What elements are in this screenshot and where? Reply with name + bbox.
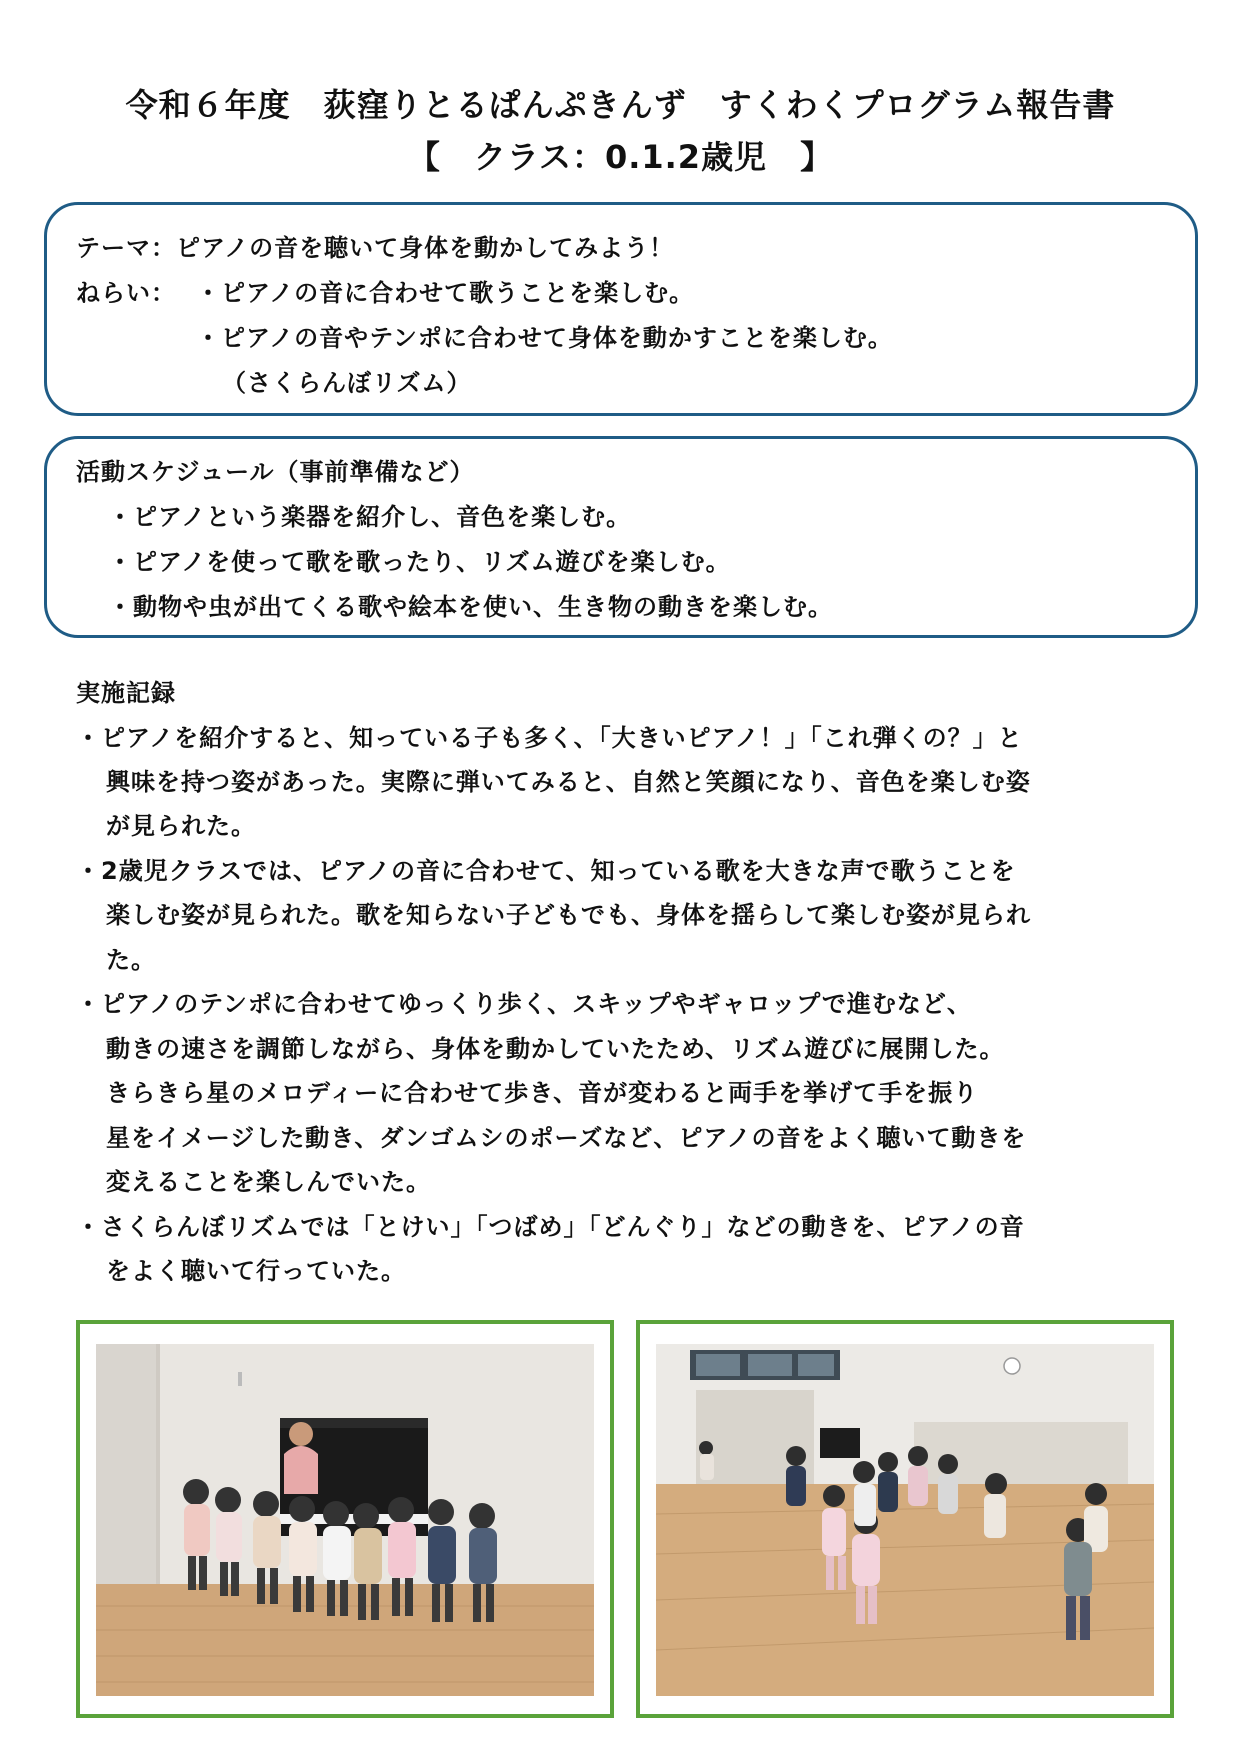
- record-line: 興味を持つ姿があった。実際に弾いてみると、自然と笑顔になり、音色を楽しむ姿: [106, 768, 1031, 796]
- schedule-heading: 活動スケジュール（事前準備など）: [76, 458, 475, 486]
- schedule-item: ・ピアノという楽器を紹介し、音色を楽しむ。: [108, 503, 632, 531]
- record-line: 楽しむ姿が見られた。歌を知らない子どもでも、身体を揺らして楽しむ姿が見られ: [106, 901, 1031, 929]
- record-line: た。: [106, 946, 156, 974]
- piano-scene-image: [96, 1344, 594, 1696]
- report-title: 令和６年度 荻窪りとるぱんぷきんず すくわくプログラム報告書: [125, 86, 1116, 124]
- record-line: をよく聴いて行っていた。: [106, 1257, 406, 1285]
- record-line: ・ピアノのテンポに合わせてゆっくり歩く、スキップやギャロップで進むなど、: [76, 990, 972, 1018]
- record-line: 星をイメージした動き、ダンゴムシのポーズなど、ピアノの音をよく聴いて動きを: [106, 1124, 1027, 1152]
- schedule-item: ・動物や虫が出てくる歌や絵本を使い、生き物の動きを楽しむ。: [108, 593, 833, 621]
- record-line: 動きの速さを調節しながら、身体を動かしていたため、リズム遊びに展開した。: [106, 1035, 1005, 1063]
- record-line: きらきら星のメロディーに合わせて歩き、音が変わると両手を挙げて手を振り: [106, 1079, 979, 1107]
- aim-item: ・ピアノの音やテンポに合わせて身体を動かすことを楽しむ。: [196, 324, 893, 352]
- rhythm-scene-image: [656, 1344, 1154, 1696]
- record-line: 変えることを楽しんでいた。: [106, 1168, 431, 1196]
- photo-rhythm-play: [636, 1320, 1174, 1718]
- class-label: 【 クラス：0.1.2歳児 】: [407, 138, 834, 176]
- record-line: が見られた。: [106, 812, 256, 840]
- photo-piano-introduction: [76, 1320, 614, 1718]
- record-line: ・ピアノを紹介すると、知っている子も多く、「大きいピアノ！」「これ弾くの？」と: [76, 724, 1023, 752]
- aim-label: ねらい：: [76, 279, 176, 307]
- aim-note: （さくらんぼリズム）: [222, 369, 472, 397]
- record-line: ・2歳児クラスでは、ピアノの音に合わせて、知っている歌を大きな声で歌うことを: [76, 857, 1016, 885]
- aim-item: ・ピアノの音に合わせて歌うことを楽しむ。: [196, 279, 695, 307]
- theme-text: テーマ：ピアノの音を聴いて身体を動かしてみよう！: [76, 234, 675, 262]
- schedule-item: ・ピアノを使って歌を歌ったり、リズム遊びを楽しむ。: [108, 548, 731, 576]
- record-line: ・さくらんぼリズムでは「とけい」「つばめ」「どんぐり」などの動きを、ピアノの音: [76, 1213, 1025, 1241]
- record-heading: 実施記録: [76, 679, 176, 707]
